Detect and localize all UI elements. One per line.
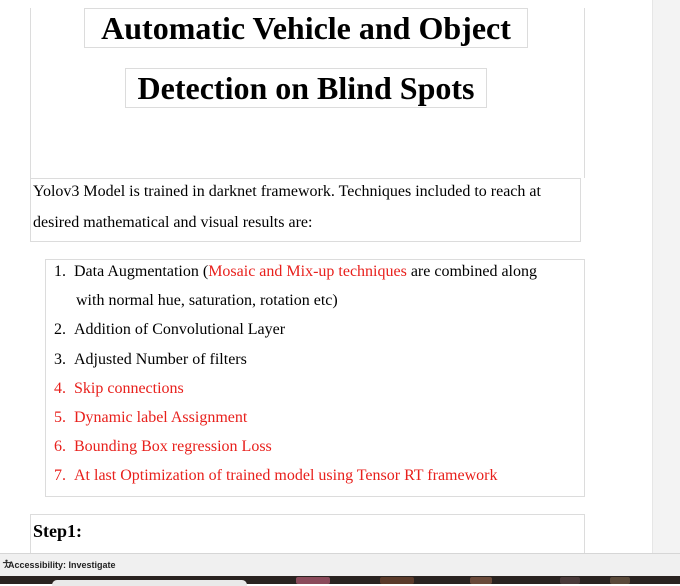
- taskbar-search-box[interactable]: [52, 580, 247, 586]
- taskbar-app-button[interactable]: [610, 577, 630, 584]
- list-text: are combined along: [406, 263, 537, 280]
- list-item-1-continuation: with normal hue, saturation, rotation etc): [76, 292, 338, 309]
- list-item-7: [54, 467, 497, 485]
- document-title-line-2: Detection on Blind Spots: [137, 70, 475, 106]
- list-number: 6.: [54, 438, 66, 455]
- taskbar-app-button[interactable]: [380, 577, 414, 584]
- list-number: 7.: [54, 467, 66, 484]
- list-text: Bounding Box regression Loss: [74, 438, 272, 455]
- accessibility-status[interactable]: Accessibility: Investigate: [8, 560, 116, 570]
- list-text: Adjusted Number of filters: [74, 351, 247, 368]
- list-text: At last Optimization of trained model using Tensor RT framework: [74, 467, 498, 484]
- list-text: Skip connections: [74, 380, 184, 397]
- technique-list: [45, 259, 585, 497]
- status-bar: [0, 553, 680, 576]
- list-number: 3.: [54, 351, 66, 368]
- step-heading: Step1:: [33, 521, 82, 541]
- intro-line-2: desired mathematical and visual results are:: [33, 214, 313, 231]
- taskbar-app-button[interactable]: [296, 577, 330, 584]
- list-item-5: [54, 409, 247, 427]
- list-number: 1.: [54, 263, 66, 280]
- list-text: Dynamic label Assignment: [74, 409, 248, 426]
- document-title-line-1: Automatic Vehicle and Object: [101, 10, 511, 46]
- taskbar-app-button[interactable]: [560, 577, 580, 584]
- vertical-scrollbar[interactable]: [652, 0, 680, 553]
- list-text: Addition of Convolutional Layer: [74, 321, 286, 338]
- list-item-4: [54, 380, 184, 398]
- list-item-2: [54, 321, 285, 339]
- title-line-2-box: [125, 68, 487, 108]
- list-number: 5.: [54, 409, 66, 426]
- title-line-1-box: [84, 8, 528, 48]
- list-item-3: [54, 351, 247, 369]
- list-number: 2.: [54, 321, 66, 338]
- intro-paragraph: [30, 178, 581, 242]
- list-highlight: Mosaic and Mix-up techniques: [208, 263, 407, 280]
- step-section: [30, 514, 585, 556]
- taskbar-app-button[interactable]: [470, 577, 492, 584]
- intro-line-1: Yolov3 Model is trained in darknet framework. Techniques included to reach at: [33, 183, 541, 200]
- list-number: 4.: [54, 380, 66, 397]
- list-item-6: [54, 438, 272, 456]
- list-text: Data Augmentation (: [74, 263, 209, 280]
- list-item-1: [54, 263, 537, 281]
